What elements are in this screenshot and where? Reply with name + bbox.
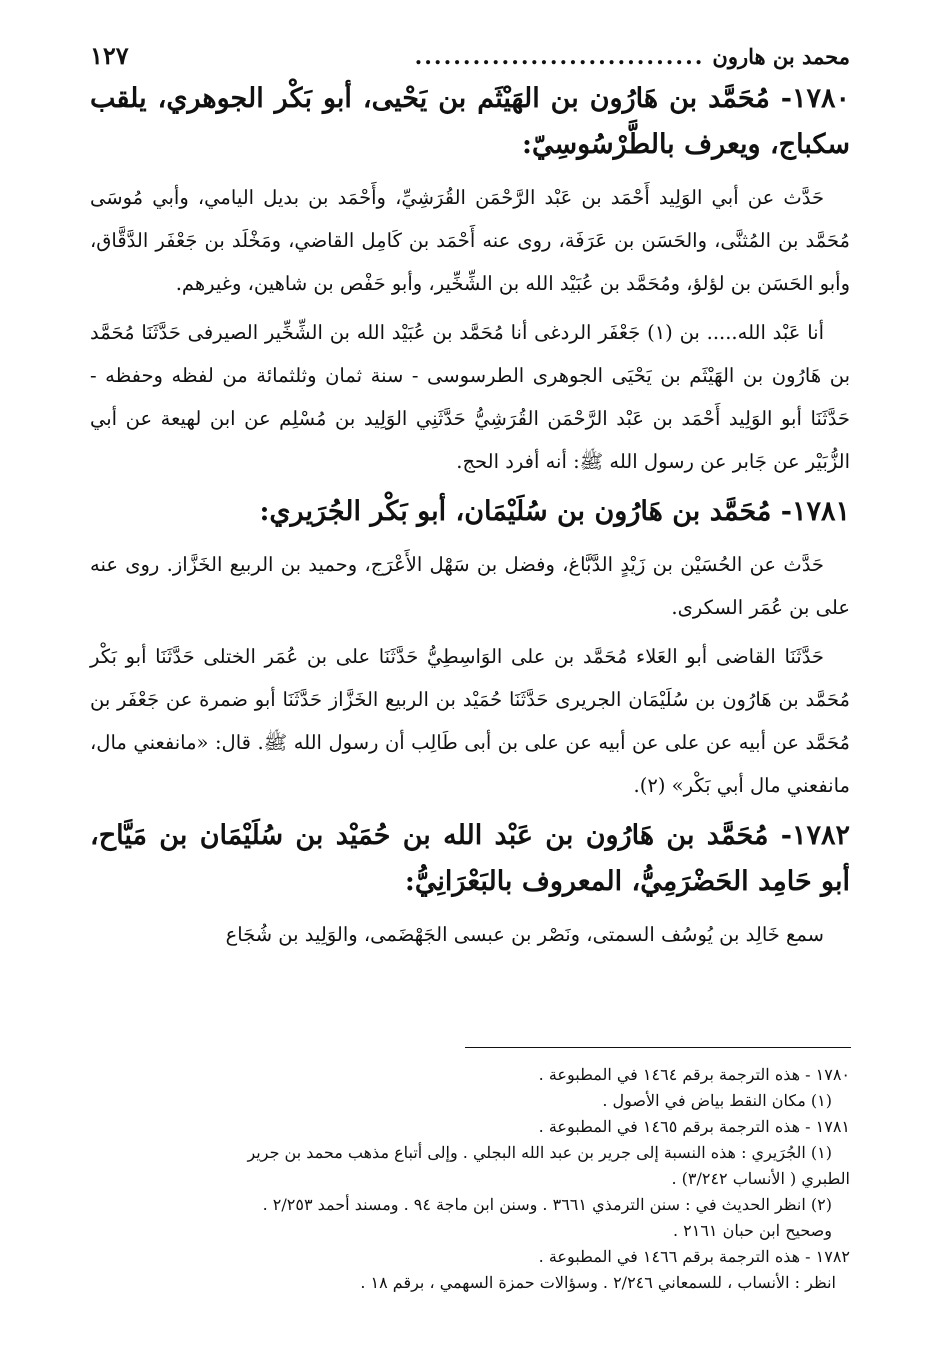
footnotes <box>90 1062 850 1296</box>
footnote: (١) مكان النقط بياض في الأصول . <box>602 1091 832 1110</box>
page-number: ١٢٧ <box>90 41 129 70</box>
page-body <box>90 36 850 962</box>
running-head <box>90 36 850 76</box>
entry-paragraph: حَدَّث عن أبي الوَلِيد أَحْمَد بن عَبْد الرَّحْمَن القُرَشِيِّ، وأَحْمَد بن بديل اليامي، وأبي مُوسَى مُحَمَّد بن المُثنَّى، والحَسَن بن عَرَفَة، روى عنه أَحْمَد بن كَامِل القاضي، ومَخْلَد بن جَعْفَر الدَّقَّاق، وأبو الحَسَن بن لؤلؤ، ومُحَمَّد بن عُبَيْد الله بن الشِّخِّير، وأبو حَفْص بن شاهين، وغيرهم. <box>90 186 850 295</box>
footnote: ١٧٨١ - هذه الترجمة برقم ١٤٦٥ في المطبوعة . <box>538 1117 850 1136</box>
entry-1781 <box>90 489 850 807</box>
entry-paragraph: سمع خَالِد بن يُوسُف السمتى، ونَصْر بن عبسى الجَهْضَمى، والوَلِيد بن شُجَاع <box>225 923 824 946</box>
running-head-title: محمد بن هارون <box>712 44 850 69</box>
entry-paragraph: أنا عَبْد الله..... بن (١) جَعْفَر الردغى أنا مُحَمَّد بن عُبَيْد الله بن الشِّخِّير الصيرفى حَدَّثَنَا مُحَمَّد بن هَارُون بن الهَيْثَم بن يَحْيَى الجوهرى الطرسوسى - سنة ثمان وثلثمائة من لفظه وحفظه - حَدَّثَنَا أبو الوَلِيد أَحْمَد بن عَبْد الرَّحْمَن القُرَشِيُّ حَدَّثَنِي الوَلِيد بن مُسْلِم عن ابن لهيعة عن أبي الزُّبَيْر عن جَابر عن رسول الله ﷺ: أنه أفرد الحج. <box>90 321 850 473</box>
entry-paragraph: حَدَّثَنَا القاضى أبو العَلاء مُحَمَّد بن على الوَاسِطِيُّ حَدَّثَنَا على بن عُمَر الختلى حَدَّثَنَا أبو بَكْر مُحَمَّد بن هَارُون بن سُلَيْمَان الجريرى حَدَّثَنَا حُمَيْد بن الربيع الخَزَّاز حَدَّثَنَا أبو ضمرة عن جَعْفَر بن مُحَمَّد عن أبيه عن على عن أبيه عن على بن أبى طَالِب أن رسول الله ﷺ. قال: «مانفعني مال، مانفعني مال أبي بَكْر» (٢). <box>90 645 850 797</box>
footnote: الطبري ( الأنساب ٣/٢٤٢) . <box>671 1169 850 1188</box>
footnote: (٢) انظر الحديث في : سنن الترمذي ٣٦٦١ . وسنن ابن ماجة ٩٤ . ومسند أحمد ٢/٢٥٣ . <box>262 1195 832 1214</box>
footnote: ١٧٨٢ - هذه الترجمة برقم ١٤٦٦ في المطبوعة . <box>538 1247 850 1266</box>
entry-heading: ١٧٨١- مُحَمَّد بن هَارُون بن سُلَيْمَان، أبو بَكْر الجُرَيري: <box>259 496 850 527</box>
footnote: ١٧٨٠ - هذه الترجمة برقم ١٤٦٤ في المطبوعة . <box>538 1065 850 1084</box>
footnote: وصحيح ابن حبان ٢١٦١ . <box>672 1221 832 1240</box>
entry-paragraph: حَدَّث عن الحُسَيْن بن زَيْدٍ الدَّبَّاغ، وفضل بن سَهْل الأَعْرَج، وحميد بن الربيع الخَزَّاز. روى عنه على بن عُمَر السكرى. <box>90 553 850 619</box>
running-head-leader-dots: .............................. <box>414 44 705 70</box>
entry-heading: ١٧٨٠- مُحَمَّد بن هَارُون بن الهَيْثَم بن يَحْيى، أبو بَكْر الجوهري، يلقب سكباج، ويعرف بالطَّرْسُوسِيّ: <box>90 83 850 160</box>
entry-1780 <box>90 76 850 483</box>
entry-1782 <box>90 813 850 956</box>
footnote-separator-rule <box>465 1047 851 1048</box>
footnote: انظر : الأنساب ، للسمعاني ٢/٢٤٦ . وسؤالات حمزة السهمي ، برقم ١٨ . <box>360 1273 836 1292</box>
entry-heading: ١٧٨٢- مُحَمَّد بن هَارُون بن عَبْد الله بن حُمَيْد بن سُلَيْمَان بن مَيَّاح، أبو حَامِد الحَضْرَمِيُّ، المعروف بالبَعْرَانِيُّ: <box>90 820 850 897</box>
footnote: (١) الجُرَيري : هذه النسبة إلى جرير بن عبد الله البجلي . وإلى أتباع مذهب محمد بن جرير <box>247 1143 832 1162</box>
